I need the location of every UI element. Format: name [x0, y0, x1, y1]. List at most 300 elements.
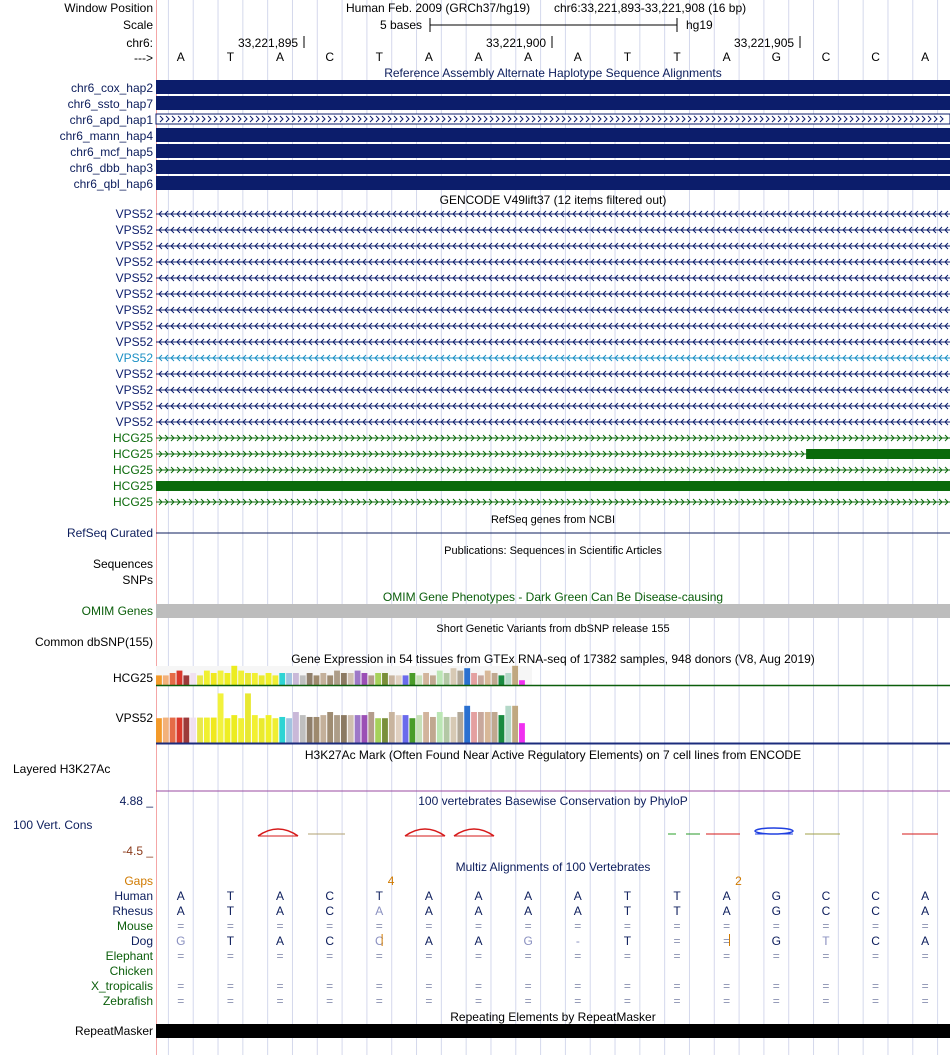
- gencode-gene-label[interactable]: VPS52: [115, 351, 153, 365]
- phylop-title[interactable]: 100 vertebrates Basewise Conservation by PhyloP: [418, 794, 688, 808]
- alt-haplotype-label[interactable]: chr6_apd_hap1: [69, 113, 153, 127]
- phylop-max-label: 4.88 _: [119, 794, 153, 808]
- gencode-gene-label[interactable]: HCG25: [112, 479, 153, 493]
- multiz-base: =: [375, 919, 383, 933]
- gtex-tissue-bar: [382, 718, 388, 743]
- gencode-gene-track: [156, 355, 950, 361]
- ruler-base: C: [871, 50, 880, 64]
- multiz-gap-count: 4: [387, 874, 395, 888]
- ruler-tick-label: 33,221,900: [486, 36, 547, 50]
- gencode-gene-label[interactable]: HCG25: [112, 431, 153, 445]
- gencode-gene-track: [156, 323, 950, 329]
- gencode-gene-track: [156, 243, 950, 249]
- alt-haplotype-label[interactable]: chr6_mcf_hap5: [70, 145, 153, 159]
- multiz-base: =: [772, 919, 780, 933]
- repeatmasker-bar: [156, 1024, 950, 1038]
- ruler-base: T: [673, 50, 681, 64]
- gencode-gene-label[interactable]: HCG25: [112, 447, 153, 461]
- multiz-base: A: [474, 934, 483, 948]
- multiz-base: =: [673, 934, 681, 948]
- gtex-gene-label-vps52[interactable]: VPS52: [115, 711, 153, 725]
- gtex-tissue-bar: [416, 715, 422, 743]
- gtex-tissue-bar: [464, 668, 470, 685]
- gtex-tissue-bar: [286, 718, 292, 743]
- gtex-tissue-bar: [451, 717, 457, 743]
- multiz-base: =: [375, 979, 383, 993]
- db-name: hg19: [686, 18, 713, 32]
- multiz-base: A: [424, 934, 433, 948]
- multiz-base: A: [474, 889, 483, 903]
- multiz-base: A: [524, 889, 533, 903]
- gtex-tissue-bar: [478, 675, 484, 685]
- gtex-tissue-bar: [334, 715, 340, 743]
- gencode-gene-label[interactable]: VPS52: [115, 239, 153, 253]
- multiz-base: G: [523, 934, 533, 948]
- multiz-base: =: [872, 979, 880, 993]
- gtex-tissue-bar: [211, 718, 217, 743]
- multiz-base: =: [425, 994, 433, 1008]
- gencode-gene-label[interactable]: VPS52: [115, 335, 153, 349]
- gencode-gene-label[interactable]: VPS52: [115, 271, 153, 285]
- gtex-tissue-bar: [272, 718, 278, 743]
- gtex-tissue-bar: [341, 715, 347, 743]
- gtex-tissue-bar: [430, 717, 436, 743]
- gtex-tissue-bar: [300, 675, 306, 685]
- multiz-base: =: [177, 919, 185, 933]
- multiz-base: =: [475, 919, 483, 933]
- gtex-vps52-bars: [156, 693, 525, 743]
- gtex-tissue-bar: [204, 671, 210, 685]
- publications-title[interactable]: Publications: Sequences in Scientific Articles: [444, 545, 662, 557]
- multiz-base: =: [276, 949, 284, 963]
- gtex-tissue-bar: [286, 673, 292, 685]
- multiz-base: A: [424, 889, 433, 903]
- ruler-base: G: [771, 50, 781, 64]
- gtex-tissue-bar: [375, 718, 381, 743]
- multiz-base: =: [425, 919, 433, 933]
- multiz-species-label[interactable]: Rhesus: [112, 904, 153, 918]
- multiz-base: =: [822, 979, 830, 993]
- gtex-tissue-bar: [403, 715, 409, 743]
- scale-text: 5 bases: [380, 18, 423, 32]
- window-position-label: Window Position: [64, 1, 153, 15]
- gencode-gene-track: [156, 339, 950, 345]
- gtex-tissue-bar: [156, 718, 162, 743]
- multiz-base: =: [623, 949, 631, 963]
- multiz-base: =: [326, 979, 334, 993]
- gtex-tissue-bar: [389, 675, 395, 685]
- ruler-tick-label: 33,221,895: [238, 36, 299, 50]
- gtex-tissue-bar: [519, 680, 525, 685]
- gencode-exon: [156, 481, 950, 491]
- multiz-base: =: [673, 949, 681, 963]
- gtex-tissue-bar: [320, 715, 326, 743]
- ruler-base: A: [276, 50, 285, 64]
- gtex-tissue-bar: [471, 712, 477, 743]
- multiz-base: =: [872, 919, 880, 933]
- gencode-gene-track: [156, 211, 950, 217]
- multiz-base: A: [276, 904, 285, 918]
- gtex-tissue-bar: [163, 718, 169, 743]
- multiz-base: =: [921, 919, 929, 933]
- gtex-tissue-bar: [362, 715, 368, 743]
- multiz-base: =: [921, 979, 929, 993]
- alt-haplotype-label[interactable]: chr6_qbl_hap6: [73, 177, 153, 191]
- multiz-base: =: [177, 994, 185, 1008]
- multiz-base: =: [822, 919, 830, 933]
- snps-track-label[interactable]: SNPs: [122, 573, 153, 587]
- multiz-base: =: [723, 934, 731, 948]
- gencode-gene-track: [156, 499, 950, 505]
- gtex-tissue-bar: [430, 675, 436, 685]
- alt-haplotype-label[interactable]: chr6_cox_hap2: [70, 81, 153, 95]
- gtex-tissue-bar: [211, 673, 217, 685]
- multiz-base: =: [375, 994, 383, 1008]
- multiz-base: =: [226, 994, 234, 1008]
- gencode-gene-track: [156, 275, 950, 281]
- gtex-tissue-bar: [423, 712, 429, 743]
- multiz-base: C: [821, 889, 831, 903]
- phylop-track-label[interactable]: 100 Vert. Cons: [13, 818, 93, 832]
- gtex-tissue-bar: [492, 673, 498, 685]
- gtex-title[interactable]: Gene Expression in 54 tissues from GTEx RNA-seq of 17382 samples, 948 donors (V8, Aug 2019): [291, 652, 815, 666]
- multiz-base: =: [574, 994, 582, 1008]
- ruler-base: C: [821, 50, 831, 64]
- gencode-exon: [806, 449, 950, 459]
- gtex-tissue-bar: [307, 673, 313, 685]
- gtex-tissue-bar: [204, 718, 210, 743]
- chrom-label: chr6:: [126, 36, 153, 50]
- position-range: chr6:33,221,893-33,221,908 (16 bp): [554, 1, 747, 15]
- gtex-tissue-bar: [416, 675, 422, 685]
- gencode-gene-track: [156, 227, 950, 233]
- gencode-gene-label[interactable]: VPS52: [115, 319, 153, 333]
- gtex-tissue-bar: [499, 715, 505, 743]
- gtex-tissue-bar: [485, 712, 491, 743]
- gtex-tissue-bar: [348, 673, 354, 685]
- gtex-tissue-bar: [177, 718, 183, 743]
- multiz-base: =: [276, 979, 284, 993]
- publications-track-label[interactable]: Sequences: [92, 557, 153, 571]
- multiz-base: G: [771, 934, 781, 948]
- gencode-gene-label[interactable]: VPS52: [115, 223, 153, 237]
- gtex-tissue-bar: [457, 712, 463, 743]
- multiz-base: A: [474, 904, 483, 918]
- gtex-tissue-bar: [382, 673, 388, 685]
- multiz-base: C: [325, 934, 335, 948]
- ruler-base: A: [424, 50, 433, 64]
- gtex-tissue-bar: [183, 718, 189, 743]
- multiz-base: A: [722, 889, 731, 903]
- multiz-base: -: [575, 934, 580, 948]
- multiz-base: C: [871, 904, 880, 918]
- gencode-gene-label[interactable]: VPS52: [115, 207, 153, 221]
- ruler-base: A: [524, 50, 533, 64]
- gtex-tissue-bar: [252, 715, 258, 743]
- gtex-tissue-bar: [190, 718, 196, 743]
- repeatmasker-title[interactable]: Repeating Elements by RepeatMasker: [450, 1010, 656, 1024]
- multiz-base: A: [524, 904, 533, 918]
- gtex-tissue-bar: [505, 706, 511, 743]
- gencode-gene-label[interactable]: VPS52: [115, 303, 153, 317]
- multiz-base: =: [673, 994, 681, 1008]
- gtex-tissue-bar: [307, 717, 313, 743]
- gtex-tissue-bar: [218, 671, 224, 685]
- alt-haplotype-block: [156, 80, 950, 94]
- multiz-species-label[interactable]: Mouse: [116, 919, 153, 933]
- multiz-base: =: [772, 994, 780, 1008]
- gtex-tissue-bar: [341, 673, 347, 685]
- gtex-tissue-bar: [238, 671, 244, 685]
- gtex-tissue-bar: [183, 675, 189, 685]
- multiz-base: =: [822, 994, 830, 1008]
- multiz-base: =: [177, 979, 185, 993]
- multiz-base: =: [475, 949, 483, 963]
- gtex-tissue-bar: [170, 673, 176, 685]
- gencode-gene-label[interactable]: VPS52: [115, 255, 153, 269]
- gtex-tissue-bar: [279, 673, 285, 685]
- gtex-tissue-bar: [293, 673, 299, 685]
- multiz-base: =: [226, 919, 234, 933]
- gencode-gene-track: [156, 467, 950, 473]
- gtex-tissue-bar: [396, 675, 402, 685]
- multiz-gap-count: 2: [735, 874, 742, 888]
- alt-haplotype-label[interactable]: chr6_dbb_hap3: [69, 161, 153, 175]
- multiz-base: C: [871, 934, 880, 948]
- multiz-base: A: [921, 904, 930, 918]
- gtex-tissue-bar: [492, 712, 498, 743]
- omim-bar: [156, 604, 950, 618]
- multiz-base: T: [623, 934, 632, 948]
- multiz-base: A: [921, 934, 930, 948]
- multiz-base: A: [375, 904, 384, 918]
- gtex-tissue-bar: [375, 673, 381, 685]
- gencode-gene-track: [156, 419, 950, 425]
- ruler-base: C: [325, 50, 335, 64]
- gtex-tissue-bar: [368, 675, 374, 685]
- multiz-base: =: [822, 949, 830, 963]
- multiz-base: =: [524, 949, 532, 963]
- multiz-base: =: [723, 979, 731, 993]
- gencode-gene-track: [156, 291, 950, 297]
- gtex-tissue-bar: [355, 715, 361, 743]
- gtex-tissue-bar: [512, 666, 518, 685]
- alt-haplotype-block: [156, 96, 950, 110]
- dbsnp-title[interactable]: Short Genetic Variants from dbSNP release 155: [436, 623, 670, 635]
- gtex-tissue-bar: [368, 712, 374, 743]
- gtex-tissue-bar: [444, 673, 450, 685]
- gtex-gene-label-hcg25[interactable]: HCG25: [112, 671, 153, 685]
- multiz-base: C: [325, 904, 335, 918]
- multiz-base: =: [574, 919, 582, 933]
- phylop-signal: [258, 828, 938, 836]
- gtex-tissue-bar: [471, 673, 477, 685]
- multiz-base: G: [771, 889, 781, 903]
- gtex-tissue-bar: [156, 675, 162, 685]
- multiz-base: =: [524, 919, 532, 933]
- gencode-gene-label[interactable]: VPS52: [115, 287, 153, 301]
- multiz-base: T: [226, 934, 235, 948]
- multiz-base: T: [375, 889, 383, 903]
- multiz-species-label[interactable]: Zebrafish: [102, 994, 153, 1008]
- ruler-base: T: [375, 50, 383, 64]
- h3k27ac-title[interactable]: H3K27Ac Mark (Often Found Near Active Regulatory Elements) on 7 cell lines from ENCODE: [304, 748, 802, 762]
- strand-label: --->: [134, 51, 153, 65]
- multiz-title[interactable]: Multiz Alignments of 100 Vertebrates: [455, 860, 651, 874]
- multiz-base: =: [772, 979, 780, 993]
- multiz-base: T: [623, 889, 632, 903]
- gencode-title[interactable]: GENCODE V49lift37 (12 items filtered out): [439, 193, 667, 207]
- gtex-tissue-bar: [478, 712, 484, 743]
- gencode-gene-label[interactable]: HCG25: [112, 463, 153, 477]
- gtex-tissue-bar: [190, 673, 196, 685]
- gtex-tissue-bar: [505, 673, 511, 685]
- multiz-species-label[interactable]: Chicken: [109, 964, 153, 978]
- assembly-name: Human Feb. 2009 (GRCh37/hg19): [346, 1, 531, 15]
- multiz-base: =: [425, 979, 433, 993]
- alt-haplotype-block: [156, 176, 950, 190]
- gtex-tissue-bar: [409, 718, 415, 743]
- alt-haplotype-label[interactable]: chr6_ssto_hap7: [67, 97, 153, 111]
- refseq-title[interactable]: RefSeq genes from NCBI: [490, 514, 616, 526]
- gtex-tissue-bar: [451, 668, 457, 685]
- alt-haplotypes-title[interactable]: Reference Assembly Alternate Haplotype Sequence Alignments: [384, 66, 722, 80]
- multiz-gaps-label: Gaps: [124, 874, 153, 888]
- multiz-base: =: [276, 994, 284, 1008]
- gtex-tissue-bar: [457, 671, 463, 685]
- omim-title[interactable]: OMIM Gene Phenotypes - Dark Green Can Be Disease-causing: [382, 590, 724, 604]
- multiz-base: =: [623, 994, 631, 1008]
- multiz-base: =: [772, 949, 780, 963]
- gtex-tissue-bar: [272, 675, 278, 685]
- gencode-gene-label[interactable]: VPS52: [115, 367, 153, 381]
- gtex-tissue-bar: [197, 675, 203, 685]
- gencode-gene-track: [156, 259, 950, 265]
- multiz-base: =: [276, 919, 284, 933]
- gtex-tissue-bar: [177, 671, 183, 685]
- multiz-base: =: [177, 949, 185, 963]
- gtex-tissue-bar: [245, 693, 251, 743]
- gtex-tissue-bar: [409, 673, 415, 685]
- multiz-base: =: [326, 949, 334, 963]
- gtex-tissue-bar: [327, 712, 333, 743]
- multiz-base: =: [723, 994, 731, 1008]
- gencode-gene-label[interactable]: HCG25: [112, 495, 153, 509]
- multiz-species-label[interactable]: Elephant: [105, 949, 153, 963]
- gtex-tissue-bar: [259, 675, 265, 685]
- refseq-track-label[interactable]: RefSeq Curated: [66, 526, 153, 540]
- gtex-tissue-bar: [252, 673, 258, 685]
- multiz-base: A: [176, 889, 185, 903]
- phylop-min-label: -4.5 _: [122, 844, 153, 858]
- ruler-base: A: [474, 50, 483, 64]
- ruler-base: A: [573, 50, 582, 64]
- multiz-base: =: [673, 979, 681, 993]
- multiz-base: A: [573, 904, 582, 918]
- gencode-gene-label[interactable]: VPS52: [115, 383, 153, 397]
- alt-haplotype-block: [156, 160, 950, 174]
- alt-haplotype-block: [156, 144, 950, 158]
- gtex-tissue-bar: [266, 715, 272, 743]
- gencode-gene-track: [156, 403, 950, 409]
- gtex-tissue-bar: [389, 712, 395, 743]
- gencode-gene-label[interactable]: VPS52: [115, 415, 153, 429]
- gtex-tissue-bar: [197, 718, 203, 743]
- gtex-tissue-bar: [437, 671, 443, 685]
- gtex-tissue-bar: [231, 715, 237, 743]
- multiz-base: =: [375, 949, 383, 963]
- gtex-tissue-bar: [334, 671, 340, 685]
- gtex-tissue-bar: [266, 673, 272, 685]
- gtex-tissue-bar: [403, 675, 409, 685]
- repeatmasker-track-label[interactable]: RepeatMasker: [74, 1024, 153, 1038]
- gtex-tissue-bar: [163, 675, 169, 685]
- multiz-base: T: [226, 904, 235, 918]
- multiz-base: =: [574, 979, 582, 993]
- gtex-tissue-bar: [444, 717, 450, 743]
- gtex-tissue-bar: [225, 673, 231, 685]
- omim-track-label[interactable]: OMIM Genes: [81, 604, 153, 618]
- multiz-base: =: [326, 994, 334, 1008]
- multiz-base: =: [723, 949, 731, 963]
- multiz-base: =: [872, 994, 880, 1008]
- gencode-gene-track: [156, 387, 950, 393]
- gtex-tissue-bar: [512, 706, 518, 743]
- multiz-base: C: [325, 889, 335, 903]
- gtex-tissue-bar: [238, 718, 244, 743]
- dbsnp-track-label[interactable]: Common dbSNP(155): [34, 635, 153, 649]
- multiz-species-label[interactable]: Human: [114, 889, 153, 903]
- multiz-species-label[interactable]: X_tropicalis: [90, 979, 153, 993]
- gencode-gene-label[interactable]: VPS52: [115, 399, 153, 413]
- multiz-base: G: [771, 904, 781, 918]
- multiz-base: T: [673, 889, 681, 903]
- ruler-base: T: [226, 50, 235, 64]
- multiz-base: =: [623, 919, 631, 933]
- gtex-tissue-bar: [499, 675, 505, 685]
- multiz-base: A: [573, 889, 582, 903]
- ruler-base: A: [176, 50, 185, 64]
- multiz-base: A: [276, 934, 285, 948]
- multiz-base: =: [326, 919, 334, 933]
- ruler-base: A: [921, 50, 930, 64]
- multiz-base: A: [424, 904, 433, 918]
- gtex-tissue-bar: [396, 715, 402, 743]
- gtex-tissue-bar: [519, 723, 525, 743]
- gtex-tissue-bar: [293, 712, 299, 743]
- scale-label: Scale: [122, 18, 153, 32]
- gtex-tissue-bar: [362, 673, 368, 685]
- multiz-species-label[interactable]: Dog: [130, 934, 153, 948]
- ruler-base: A: [722, 50, 731, 64]
- multiz-base: =: [623, 979, 631, 993]
- gtex-tissue-bar: [485, 671, 491, 685]
- multiz-base: C: [871, 889, 880, 903]
- multiz-base: T: [226, 889, 235, 903]
- multiz-base: A: [276, 889, 285, 903]
- multiz-base: =: [425, 949, 433, 963]
- multiz-base: C: [374, 934, 384, 948]
- h3k27ac-track-label[interactable]: Layered H3K27Ac: [13, 762, 111, 776]
- multiz-base: =: [226, 979, 234, 993]
- gtex-tissue-bar: [423, 673, 429, 685]
- multiz-base: =: [921, 949, 929, 963]
- multiz-base: =: [723, 919, 731, 933]
- multiz-base: =: [475, 994, 483, 1008]
- alt-haplotype-chevrons: [156, 114, 950, 124]
- alt-haplotype-label[interactable]: chr6_mann_hap4: [59, 129, 153, 143]
- multiz-base: =: [921, 994, 929, 1008]
